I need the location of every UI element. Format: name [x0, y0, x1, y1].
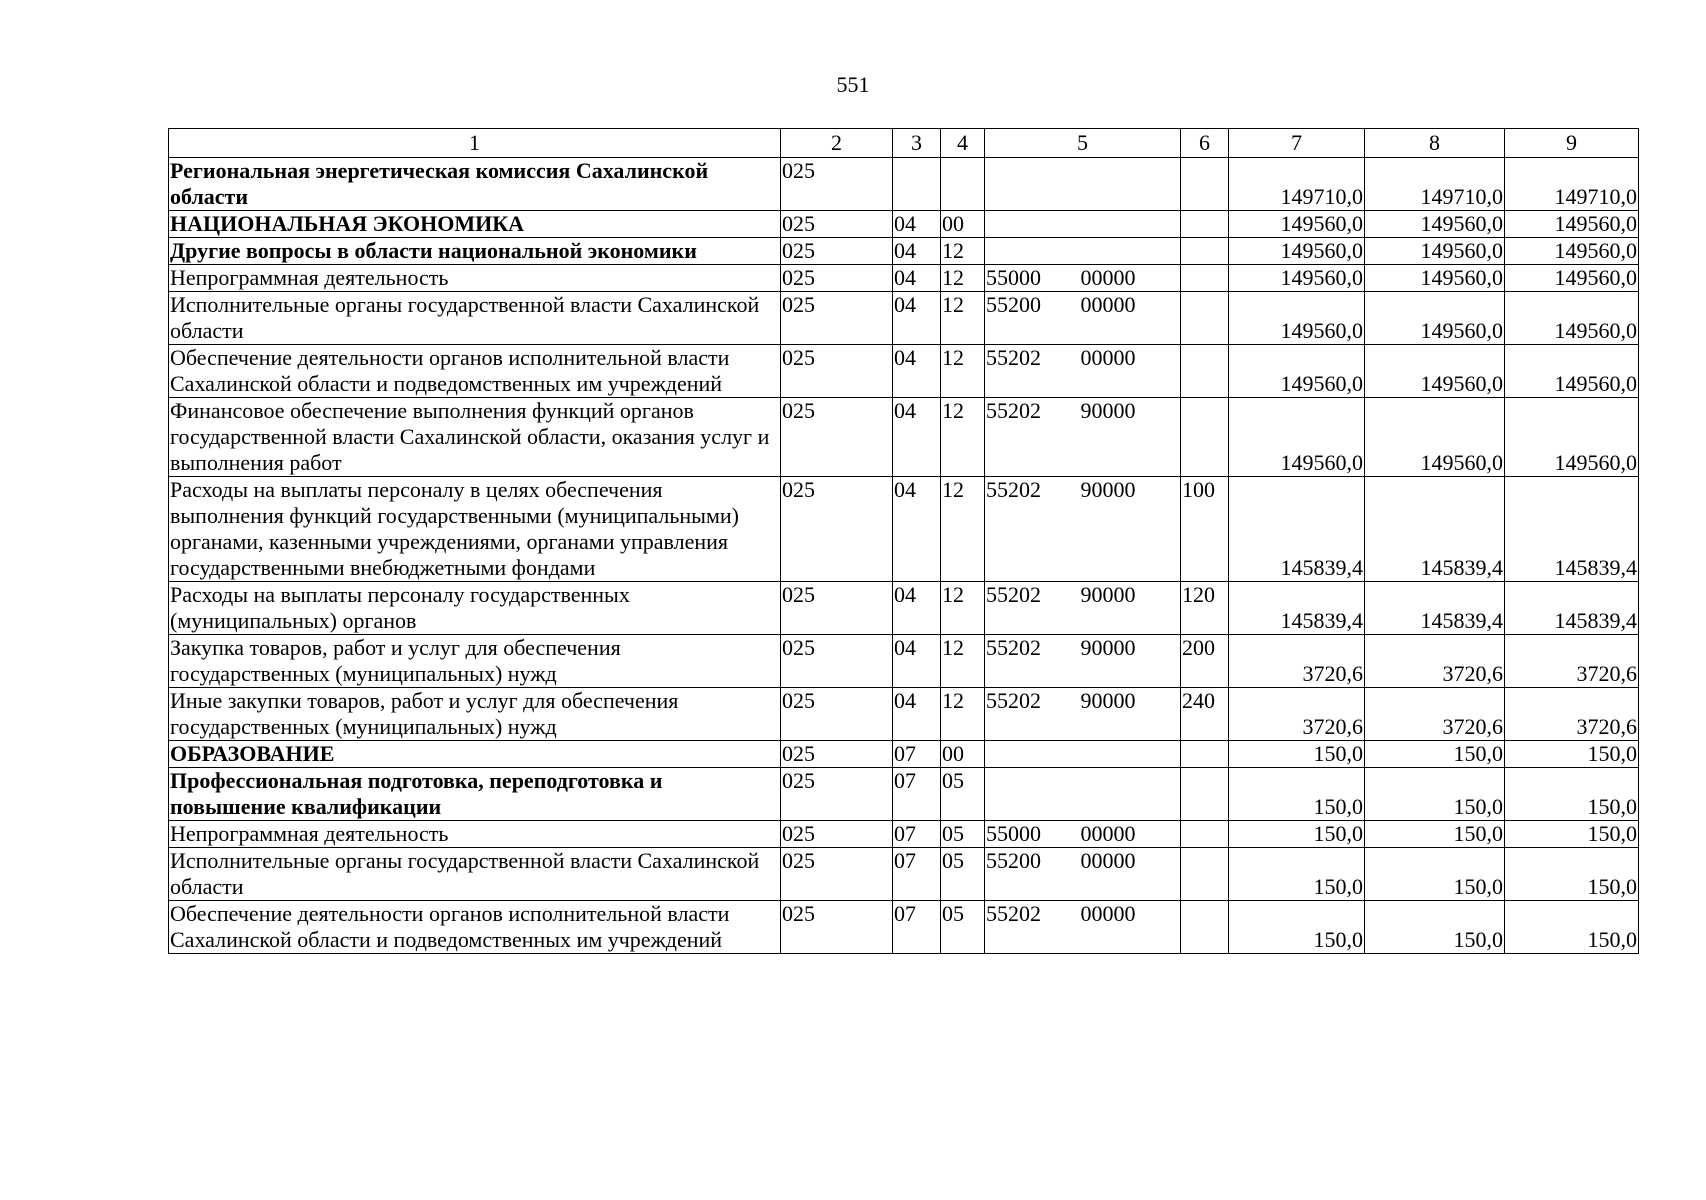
col-header: 2	[781, 129, 893, 158]
subsection-cell: 05	[941, 848, 985, 901]
amount-cell-7: 149560,0	[1229, 398, 1365, 477]
amount-cell-9: 3720,6	[1505, 688, 1639, 741]
table-row	[169, 821, 1639, 848]
table-row	[169, 848, 1639, 901]
table-row	[169, 741, 1639, 768]
subsection-cell: 12	[941, 635, 985, 688]
amount-cell-9: 150,0	[1505, 848, 1639, 901]
admin-code-cell: 025	[781, 688, 893, 741]
target-article-cell	[985, 741, 1181, 768]
row-name-cell: Расходы на выплаты персоналу государственных (муниципальных) органов	[169, 582, 781, 635]
target-article-cell	[985, 158, 1181, 211]
row-name-cell: Обеспечение деятельности органов исполнительной власти Сахалинской области и подведомственных им учреждений	[169, 345, 781, 398]
col-header: 9	[1505, 129, 1639, 158]
row-name-cell: Расходы на выплаты персоналу в целях обеспечения выполнения функций государственными (муниципальными) органами, казенными учреждениями, органами управления государственными внебюджетными фондами	[169, 477, 781, 582]
subsection-cell: 12	[941, 265, 985, 292]
amount-cell-8: 149560,0	[1365, 398, 1505, 477]
row-name-cell: Другие вопросы в области национальной экономики	[169, 238, 781, 265]
target-article-program: 55202	[986, 635, 1041, 660]
admin-code-cell: 025	[781, 741, 893, 768]
amount-cell-9: 150,0	[1505, 768, 1639, 821]
table-row	[169, 768, 1639, 821]
admin-code-cell: 025	[781, 292, 893, 345]
subsection-cell: 12	[941, 688, 985, 741]
subsection-cell: 12	[941, 345, 985, 398]
amount-cell-8: 149560,0	[1365, 265, 1505, 292]
section-cell: 04	[893, 398, 941, 477]
target-article-program: 55202	[986, 477, 1041, 502]
subsection-cell: 05	[941, 768, 985, 821]
admin-code-cell: 025	[781, 848, 893, 901]
admin-code-cell: 025	[781, 398, 893, 477]
section-cell: 07	[893, 741, 941, 768]
subsection-cell: 12	[941, 238, 985, 265]
target-article-cell	[985, 582, 1181, 635]
amount-cell-8: 145839,4	[1365, 477, 1505, 582]
amount-cell-7: 145839,4	[1229, 582, 1365, 635]
amount-cell-7: 145839,4	[1229, 477, 1365, 582]
amount-cell-8: 149560,0	[1365, 238, 1505, 265]
amount-cell-9: 149560,0	[1505, 238, 1639, 265]
page-number: 551	[836, 72, 870, 97]
row-name-cell: Исполнительные органы государственной власти Сахалинской области	[169, 292, 781, 345]
row-name-cell: Непрограммная деятельность	[169, 821, 781, 848]
expense-type-cell	[1181, 292, 1229, 345]
admin-code-cell: 025	[781, 768, 893, 821]
expense-type-cell	[1181, 158, 1229, 211]
amount-cell-7: 150,0	[1229, 768, 1365, 821]
header-row	[169, 129, 1639, 158]
target-article-program: 55202	[986, 688, 1041, 713]
table-row	[169, 211, 1639, 238]
subsection-cell: 12	[941, 398, 985, 477]
row-name-cell: Иные закупки товаров, работ и услуг для обеспечения государственных (муниципальных) нужд	[169, 688, 781, 741]
section-cell	[893, 158, 941, 211]
col-header: 7	[1229, 129, 1365, 158]
expense-type-cell	[1181, 211, 1229, 238]
amount-cell-8: 149560,0	[1365, 292, 1505, 345]
target-article-direction: 90000	[1080, 635, 1136, 660]
amount-cell-9: 149560,0	[1505, 211, 1639, 238]
target-article-cell	[985, 688, 1181, 741]
budget-table	[168, 128, 1639, 954]
section-cell: 04	[893, 688, 941, 741]
section-cell: 04	[893, 635, 941, 688]
amount-cell-9: 145839,4	[1505, 582, 1639, 635]
col-header: 1	[169, 129, 781, 158]
amount-cell-9: 150,0	[1505, 821, 1639, 848]
amount-cell-9: 149560,0	[1505, 345, 1639, 398]
table-row	[169, 398, 1639, 477]
target-article-direction: 90000	[1080, 582, 1136, 607]
table-row	[169, 238, 1639, 265]
amount-cell-8: 149710,0	[1365, 158, 1505, 211]
section-cell: 04	[893, 292, 941, 345]
expense-type-cell: 200	[1181, 635, 1229, 688]
table-row	[169, 265, 1639, 292]
amount-cell-8: 150,0	[1365, 848, 1505, 901]
target-article-direction: 90000	[1080, 477, 1136, 502]
amount-cell-9: 149710,0	[1505, 158, 1639, 211]
col-header: 8	[1365, 129, 1505, 158]
admin-code-cell: 025	[781, 265, 893, 292]
amount-cell-8: 3720,6	[1365, 635, 1505, 688]
amount-cell-7: 150,0	[1229, 741, 1365, 768]
target-article-program: 55200	[986, 848, 1041, 873]
subsection-cell: 12	[941, 292, 985, 345]
target-article-direction: 90000	[1080, 688, 1136, 713]
target-article-cell	[985, 292, 1181, 345]
row-name-cell: Закупка товаров, работ и услуг для обеспечения государственных (муниципальных) нужд	[169, 635, 781, 688]
table-row	[169, 158, 1639, 211]
subsection-cell: 12	[941, 477, 985, 582]
section-cell: 04	[893, 345, 941, 398]
target-article-program: 55000	[986, 821, 1041, 846]
amount-cell-7: 149710,0	[1229, 158, 1365, 211]
amount-cell-8: 150,0	[1365, 768, 1505, 821]
subsection-cell: 00	[941, 741, 985, 768]
amount-cell-9: 145839,4	[1505, 477, 1639, 582]
target-article-cell	[985, 821, 1181, 848]
target-article-program: 55000	[986, 265, 1041, 290]
target-article-cell	[985, 398, 1181, 477]
amount-cell-9: 3720,6	[1505, 635, 1639, 688]
target-article-program: 55202	[986, 345, 1041, 370]
amount-cell-9: 149560,0	[1505, 265, 1639, 292]
target-article-cell	[985, 768, 1181, 821]
amount-cell-9: 149560,0	[1505, 398, 1639, 477]
expense-type-cell	[1181, 345, 1229, 398]
admin-code-cell: 025	[781, 901, 893, 954]
expense-type-cell	[1181, 265, 1229, 292]
expense-type-cell	[1181, 238, 1229, 265]
section-cell: 04	[893, 238, 941, 265]
expense-type-cell: 240	[1181, 688, 1229, 741]
amount-cell-9: 150,0	[1505, 741, 1639, 768]
expense-type-cell	[1181, 398, 1229, 477]
target-article-program: 55202	[986, 398, 1041, 423]
target-article-cell	[985, 238, 1181, 265]
table-row	[169, 345, 1639, 398]
col-header: 4	[941, 129, 985, 158]
admin-code-cell: 025	[781, 821, 893, 848]
target-article-direction: 00000	[1080, 292, 1136, 317]
table-row	[169, 688, 1639, 741]
admin-code-cell: 025	[781, 158, 893, 211]
target-article-direction: 00000	[1080, 265, 1136, 290]
table-body	[169, 158, 1639, 954]
admin-code-cell: 025	[781, 582, 893, 635]
section-cell: 07	[893, 821, 941, 848]
target-article-program: 55202	[986, 901, 1041, 926]
subsection-cell: 00	[941, 211, 985, 238]
col-header: 5	[985, 129, 1181, 158]
subsection-cell: 05	[941, 901, 985, 954]
amount-cell-7: 3720,6	[1229, 688, 1365, 741]
target-article-direction: 00000	[1080, 345, 1136, 370]
table-row	[169, 635, 1639, 688]
admin-code-cell: 025	[781, 635, 893, 688]
amount-cell-9: 149560,0	[1505, 292, 1639, 345]
expense-type-cell	[1181, 768, 1229, 821]
section-cell: 04	[893, 477, 941, 582]
target-article-cell	[985, 635, 1181, 688]
amount-cell-8: 145839,4	[1365, 582, 1505, 635]
amount-cell-8: 150,0	[1365, 821, 1505, 848]
expense-type-cell	[1181, 848, 1229, 901]
expense-type-cell	[1181, 821, 1229, 848]
col-header: 3	[893, 129, 941, 158]
table-row	[169, 582, 1639, 635]
row-name-cell: Обеспечение деятельности органов исполнительной власти Сахалинской области и подведомственных им учреждений	[169, 901, 781, 954]
amount-cell-8: 149560,0	[1365, 345, 1505, 398]
amount-cell-8: 149560,0	[1365, 211, 1505, 238]
target-article-cell	[985, 265, 1181, 292]
admin-code-cell: 025	[781, 345, 893, 398]
col-header: 6	[1181, 129, 1229, 158]
section-cell: 07	[893, 901, 941, 954]
target-article-direction: 00000	[1080, 848, 1136, 873]
row-name-cell: Исполнительные органы государственной власти Сахалинской области	[169, 848, 781, 901]
target-article-cell	[985, 477, 1181, 582]
amount-cell-7: 149560,0	[1229, 211, 1365, 238]
amount-cell-9: 150,0	[1505, 901, 1639, 954]
amount-cell-7: 3720,6	[1229, 635, 1365, 688]
amount-cell-8: 150,0	[1365, 901, 1505, 954]
row-name-cell: Региональная энергетическая комиссия Сахалинской области	[169, 158, 781, 211]
admin-code-cell: 025	[781, 211, 893, 238]
section-cell: 04	[893, 582, 941, 635]
admin-code-cell: 025	[781, 238, 893, 265]
section-cell: 04	[893, 265, 941, 292]
amount-cell-7: 149560,0	[1229, 345, 1365, 398]
target-article-direction: 90000	[1080, 398, 1136, 423]
target-article-cell	[985, 901, 1181, 954]
section-cell: 07	[893, 768, 941, 821]
amount-cell-8: 150,0	[1365, 741, 1505, 768]
expense-type-cell: 100	[1181, 477, 1229, 582]
target-article-direction: 00000	[1080, 901, 1136, 926]
amount-cell-7: 150,0	[1229, 848, 1365, 901]
row-name-cell: Профессиональная подготовка, переподготовка и повышение квалификации	[169, 768, 781, 821]
target-article-cell	[985, 848, 1181, 901]
amount-cell-7: 149560,0	[1229, 292, 1365, 345]
subsection-cell: 05	[941, 821, 985, 848]
amount-cell-8: 3720,6	[1365, 688, 1505, 741]
expense-type-cell: 120	[1181, 582, 1229, 635]
target-article-cell	[985, 211, 1181, 238]
table-row	[169, 292, 1639, 345]
table-row	[169, 477, 1639, 582]
amount-cell-7: 149560,0	[1229, 238, 1365, 265]
row-name-cell: Непрограммная деятельность	[169, 265, 781, 292]
subsection-cell: 12	[941, 582, 985, 635]
target-article-program: 55202	[986, 582, 1041, 607]
amount-cell-7: 150,0	[1229, 901, 1365, 954]
table-row	[169, 901, 1639, 954]
admin-code-cell: 025	[781, 477, 893, 582]
amount-cell-7: 150,0	[1229, 821, 1365, 848]
expense-type-cell	[1181, 741, 1229, 768]
row-name-cell: Финансовое обеспечение выполнения функций органов государственной власти Сахалинской области, оказания услуг и выполнения работ	[169, 398, 781, 477]
expense-type-cell	[1181, 901, 1229, 954]
target-article-program: 55200	[986, 292, 1041, 317]
row-name-cell: НАЦИОНАЛЬНАЯ ЭКОНОМИКА	[169, 211, 781, 238]
row-name-cell: ОБРАЗОВАНИЕ	[169, 741, 781, 768]
subsection-cell	[941, 158, 985, 211]
amount-cell-7: 149560,0	[1229, 265, 1365, 292]
section-cell: 07	[893, 848, 941, 901]
section-cell: 04	[893, 211, 941, 238]
target-article-direction: 00000	[1080, 821, 1136, 846]
target-article-cell	[985, 345, 1181, 398]
